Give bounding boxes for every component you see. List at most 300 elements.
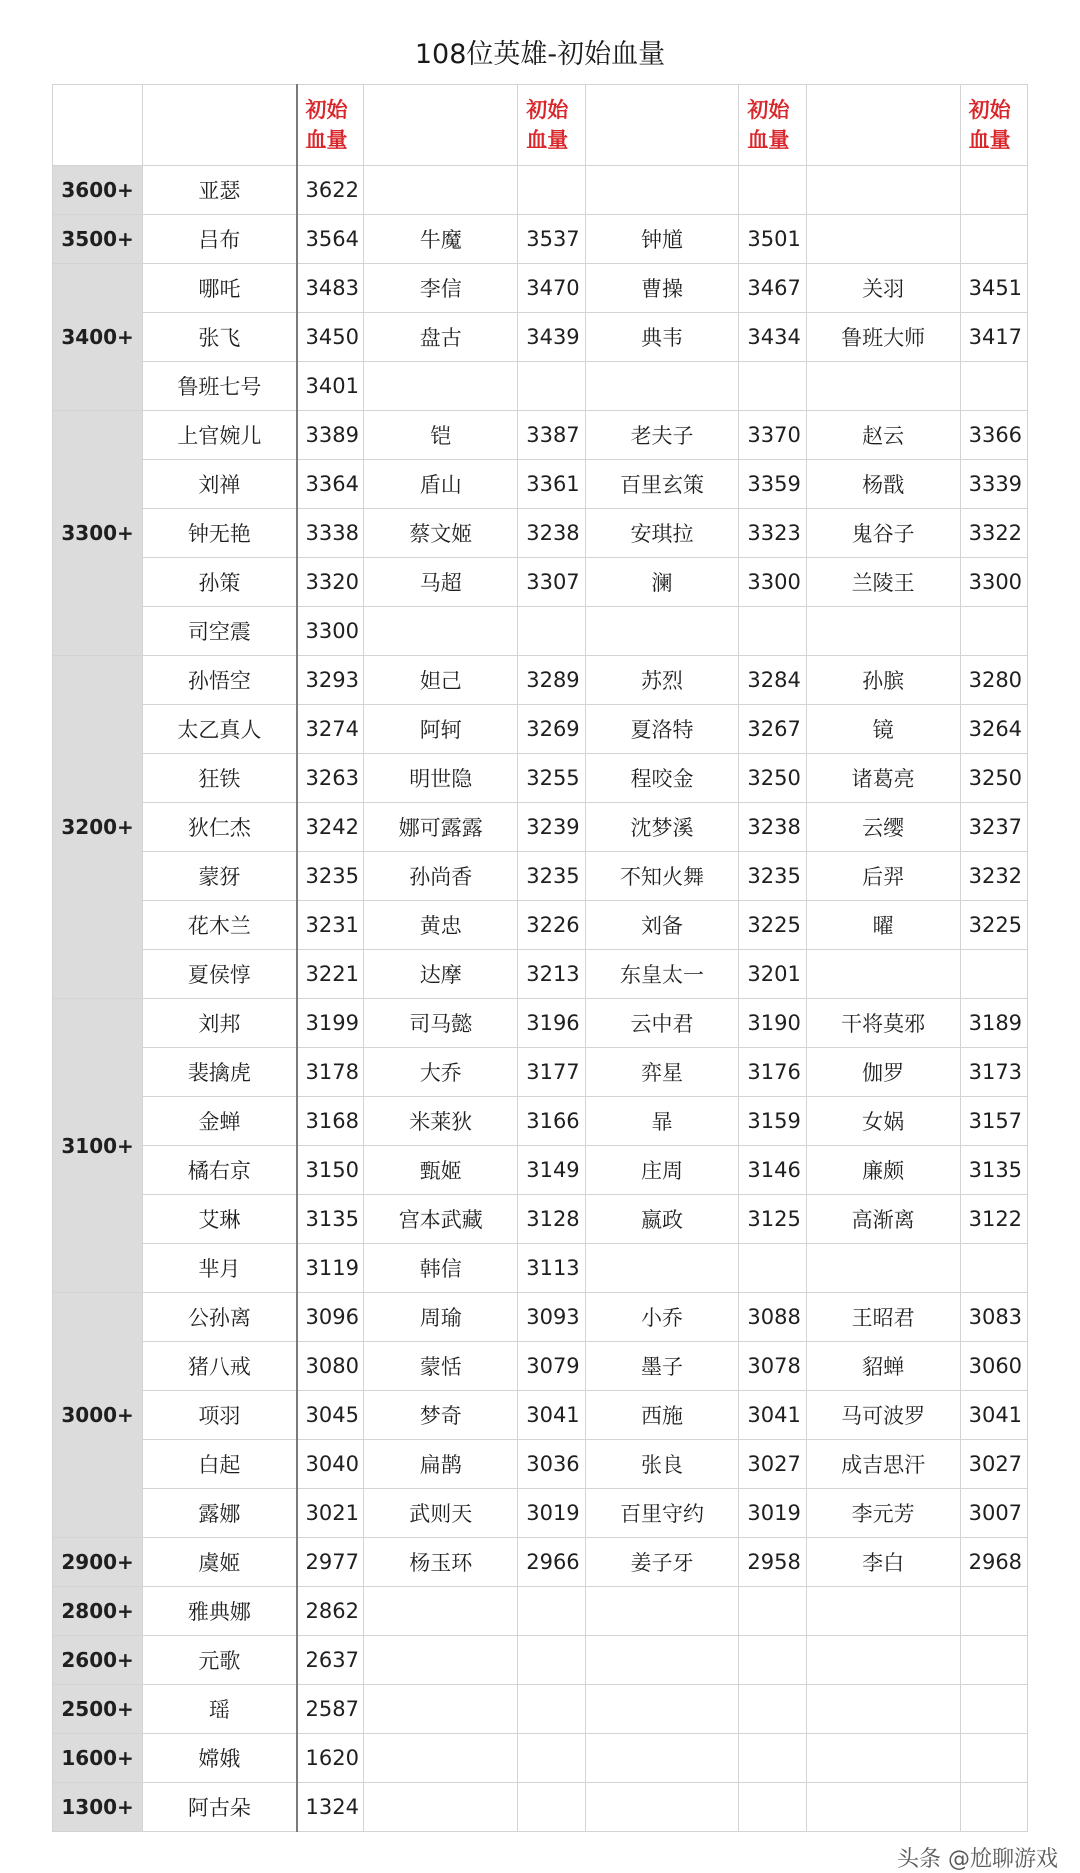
hero-name bbox=[585, 1244, 739, 1293]
hero-name: 蔡文姬 bbox=[364, 509, 518, 558]
hero-hp: 2958 bbox=[739, 1538, 806, 1587]
hero-name: 金蝉 bbox=[143, 1097, 297, 1146]
hero-hp: 3300 bbox=[297, 607, 364, 656]
hero-hp: 3159 bbox=[739, 1097, 806, 1146]
hero-name: 百里玄策 bbox=[585, 460, 739, 509]
hero-hp bbox=[739, 1587, 806, 1636]
hero-name: 安琪拉 bbox=[585, 509, 739, 558]
header-row bbox=[53, 85, 1028, 166]
hero-hp: 3135 bbox=[297, 1195, 364, 1244]
hero-name: 曜 bbox=[806, 901, 960, 950]
hero-name: 黄忠 bbox=[364, 901, 518, 950]
hero-name: 兰陵王 bbox=[806, 558, 960, 607]
hero-hp bbox=[518, 166, 585, 215]
hero-name bbox=[585, 1783, 739, 1832]
hero-name: 钟馗 bbox=[585, 215, 739, 264]
hero-hp: 3041 bbox=[960, 1391, 1027, 1440]
hero-name: 西施 bbox=[585, 1391, 739, 1440]
hero-name: 太乙真人 bbox=[143, 705, 297, 754]
hero-hp bbox=[960, 950, 1027, 999]
hero-name: 伽罗 bbox=[806, 1048, 960, 1097]
hero-hp bbox=[960, 1734, 1027, 1783]
hero-name: 墨子 bbox=[585, 1342, 739, 1391]
hero-name: 高渐离 bbox=[806, 1195, 960, 1244]
hero-name: 刘禅 bbox=[143, 460, 297, 509]
hp-group-label: 2900+ bbox=[53, 1538, 143, 1587]
hero-name: 典韦 bbox=[585, 313, 739, 362]
hero-hp bbox=[960, 362, 1027, 411]
hero-name: 元歌 bbox=[143, 1636, 297, 1685]
hero-name bbox=[364, 1685, 518, 1734]
hero-name: 狄仁杰 bbox=[143, 803, 297, 852]
hero-name: 刘备 bbox=[585, 901, 739, 950]
table-row bbox=[53, 264, 1028, 313]
hero-hp: 3083 bbox=[960, 1293, 1027, 1342]
hero-hp: 3041 bbox=[739, 1391, 806, 1440]
hero-hp: 3320 bbox=[297, 558, 364, 607]
hero-name: 瑶 bbox=[143, 1685, 297, 1734]
hero-name: 小乔 bbox=[585, 1293, 739, 1342]
hero-name: 牛魔 bbox=[364, 215, 518, 264]
hero-name: 盾山 bbox=[364, 460, 518, 509]
hero-name: 程咬金 bbox=[585, 754, 739, 803]
hero-hp: 3135 bbox=[960, 1146, 1027, 1195]
hero-name: 狂铁 bbox=[143, 754, 297, 803]
hero-name: 老夫子 bbox=[585, 411, 739, 460]
hero-name: 阿轲 bbox=[364, 705, 518, 754]
hp-header: 初始 血量 bbox=[518, 85, 585, 166]
hero-name: 孙策 bbox=[143, 558, 297, 607]
hero-hp: 3128 bbox=[518, 1195, 585, 1244]
hero-name bbox=[806, 1783, 960, 1832]
hero-hp: 3027 bbox=[739, 1440, 806, 1489]
hero-name bbox=[585, 1734, 739, 1783]
hero-name: 米莱狄 bbox=[364, 1097, 518, 1146]
hero-hp: 3157 bbox=[960, 1097, 1027, 1146]
hero-name: 夏洛特 bbox=[585, 705, 739, 754]
hero-hp: 2977 bbox=[297, 1538, 364, 1587]
hero-name: 蒙犽 bbox=[143, 852, 297, 901]
hero-name: 诸葛亮 bbox=[806, 754, 960, 803]
hero-hp: 2637 bbox=[297, 1636, 364, 1685]
hero-name: 关羽 bbox=[806, 264, 960, 313]
hero-hp: 2968 bbox=[960, 1538, 1027, 1587]
hero-hp bbox=[960, 166, 1027, 215]
table-row bbox=[53, 607, 1028, 656]
hero-name: 白起 bbox=[143, 1440, 297, 1489]
hero-hp: 3237 bbox=[960, 803, 1027, 852]
hero-hp bbox=[518, 1587, 585, 1636]
table-row bbox=[53, 1685, 1028, 1734]
hero-name bbox=[364, 166, 518, 215]
table-row bbox=[53, 656, 1028, 705]
table-row bbox=[53, 362, 1028, 411]
hero-name: 王昭君 bbox=[806, 1293, 960, 1342]
hero-hp: 3149 bbox=[518, 1146, 585, 1195]
page-title: 108位英雄-初始血量 bbox=[414, 39, 666, 70]
hero-name: 盘古 bbox=[364, 313, 518, 362]
hero-name: 艾琳 bbox=[143, 1195, 297, 1244]
hero-name: 韩信 bbox=[364, 1244, 518, 1293]
hp-table bbox=[52, 84, 1028, 1832]
hero-hp: 3280 bbox=[960, 656, 1027, 705]
hero-hp: 3401 bbox=[297, 362, 364, 411]
hero-name bbox=[364, 1783, 518, 1832]
hero-name: 鬼谷子 bbox=[806, 509, 960, 558]
hero-name: 钟无艳 bbox=[143, 509, 297, 558]
hero-hp: 3190 bbox=[739, 999, 806, 1048]
hero-hp: 3019 bbox=[739, 1489, 806, 1538]
hero-name: 猪八戒 bbox=[143, 1342, 297, 1391]
table-row bbox=[53, 1391, 1028, 1440]
hero-hp: 3622 bbox=[297, 166, 364, 215]
hero-name: 赵云 bbox=[806, 411, 960, 460]
table-row bbox=[53, 1636, 1028, 1685]
table-row bbox=[53, 313, 1028, 362]
hero-name bbox=[585, 607, 739, 656]
hero-name bbox=[806, 362, 960, 411]
hero-hp: 3168 bbox=[297, 1097, 364, 1146]
hero-hp: 3293 bbox=[297, 656, 364, 705]
hero-name: 庄周 bbox=[585, 1146, 739, 1195]
hp-header: 初始 血量 bbox=[960, 85, 1027, 166]
hero-hp: 3264 bbox=[960, 705, 1027, 754]
hero-hp: 3361 bbox=[518, 460, 585, 509]
hero-hp: 3450 bbox=[297, 313, 364, 362]
hero-hp: 3007 bbox=[960, 1489, 1027, 1538]
hp-group-label: 3200+ bbox=[53, 656, 143, 999]
hero-hp bbox=[518, 1685, 585, 1734]
header-blank bbox=[585, 85, 739, 166]
hero-hp: 3060 bbox=[960, 1342, 1027, 1391]
hero-hp: 3307 bbox=[518, 558, 585, 607]
table-row bbox=[53, 754, 1028, 803]
hero-hp bbox=[960, 607, 1027, 656]
hero-hp: 3263 bbox=[297, 754, 364, 803]
table-row bbox=[53, 1342, 1028, 1391]
hero-name: 露娜 bbox=[143, 1489, 297, 1538]
hero-hp: 3300 bbox=[960, 558, 1027, 607]
hero-hp: 3150 bbox=[297, 1146, 364, 1195]
hero-name: 上官婉儿 bbox=[143, 411, 297, 460]
hero-name: 嬴政 bbox=[585, 1195, 739, 1244]
hero-name: 阿古朵 bbox=[143, 1783, 297, 1832]
hero-hp bbox=[960, 1587, 1027, 1636]
table-row bbox=[53, 999, 1028, 1048]
hero-hp: 1324 bbox=[297, 1783, 364, 1832]
hero-name: 马超 bbox=[364, 558, 518, 607]
hero-hp bbox=[739, 166, 806, 215]
hero-hp bbox=[960, 1636, 1027, 1685]
hero-name: 雅典娜 bbox=[143, 1587, 297, 1636]
hero-name bbox=[806, 607, 960, 656]
hp-group-label: 3600+ bbox=[53, 166, 143, 215]
hero-hp: 3196 bbox=[518, 999, 585, 1048]
hero-hp: 3366 bbox=[960, 411, 1027, 460]
hp-group-label: 1300+ bbox=[53, 1783, 143, 1832]
hero-hp: 3417 bbox=[960, 313, 1027, 362]
hero-hp: 2966 bbox=[518, 1538, 585, 1587]
hero-name bbox=[585, 1587, 739, 1636]
hero-hp: 3322 bbox=[960, 509, 1027, 558]
hero-hp: 3093 bbox=[518, 1293, 585, 1342]
hero-hp: 3027 bbox=[960, 1440, 1027, 1489]
hero-name bbox=[364, 607, 518, 656]
watermark: 头条 @尬聊游戏 bbox=[897, 1847, 1058, 1872]
hero-name: 嫦娥 bbox=[143, 1734, 297, 1783]
hero-hp: 3080 bbox=[297, 1342, 364, 1391]
hero-name: 不知火舞 bbox=[585, 852, 739, 901]
hero-name: 虞姬 bbox=[143, 1538, 297, 1587]
hero-hp: 3221 bbox=[297, 950, 364, 999]
hero-name bbox=[806, 1685, 960, 1734]
hero-name: 甄姬 bbox=[364, 1146, 518, 1195]
table-row bbox=[53, 1097, 1028, 1146]
hero-hp: 3537 bbox=[518, 215, 585, 264]
hero-hp: 3173 bbox=[960, 1048, 1027, 1097]
hero-name: 蒙恬 bbox=[364, 1342, 518, 1391]
hero-hp: 3250 bbox=[960, 754, 1027, 803]
table-row bbox=[53, 901, 1028, 950]
hero-name bbox=[364, 1734, 518, 1783]
table-row bbox=[53, 1783, 1028, 1832]
hero-hp: 3096 bbox=[297, 1293, 364, 1342]
hero-name: 李白 bbox=[806, 1538, 960, 1587]
hero-hp bbox=[960, 215, 1027, 264]
hero-hp: 3323 bbox=[739, 509, 806, 558]
table-row bbox=[53, 166, 1028, 215]
hero-name: 明世隐 bbox=[364, 754, 518, 803]
hero-name: 成吉思汗 bbox=[806, 1440, 960, 1489]
header-blank bbox=[53, 85, 143, 166]
hero-hp: 3235 bbox=[297, 852, 364, 901]
hero-name: 娜可露露 bbox=[364, 803, 518, 852]
hero-hp: 3213 bbox=[518, 950, 585, 999]
hero-hp: 3231 bbox=[297, 901, 364, 950]
hero-name: 周瑜 bbox=[364, 1293, 518, 1342]
hero-hp: 3338 bbox=[297, 509, 364, 558]
hero-hp bbox=[518, 607, 585, 656]
hero-hp: 3235 bbox=[518, 852, 585, 901]
hero-hp: 3239 bbox=[518, 803, 585, 852]
hero-name: 暃 bbox=[585, 1097, 739, 1146]
hero-hp: 3267 bbox=[739, 705, 806, 754]
hero-hp: 3019 bbox=[518, 1489, 585, 1538]
hero-hp: 3434 bbox=[739, 313, 806, 362]
hero-name: 裴擒虎 bbox=[143, 1048, 297, 1097]
hero-hp bbox=[960, 1685, 1027, 1734]
hero-hp: 3300 bbox=[739, 558, 806, 607]
hero-name: 李元芳 bbox=[806, 1489, 960, 1538]
hp-group-label: 1600+ bbox=[53, 1734, 143, 1783]
hero-name: 公孙离 bbox=[143, 1293, 297, 1342]
hero-hp: 3225 bbox=[960, 901, 1027, 950]
hero-name bbox=[585, 362, 739, 411]
table-row bbox=[53, 1048, 1028, 1097]
table-row bbox=[53, 215, 1028, 264]
hero-hp: 3040 bbox=[297, 1440, 364, 1489]
hero-hp: 3387 bbox=[518, 411, 585, 460]
table-row bbox=[53, 950, 1028, 999]
hero-name: 鲁班七号 bbox=[143, 362, 297, 411]
hero-hp: 3501 bbox=[739, 215, 806, 264]
hero-name: 亚瑟 bbox=[143, 166, 297, 215]
hero-hp: 3370 bbox=[739, 411, 806, 460]
hero-name: 刘邦 bbox=[143, 999, 297, 1048]
hero-name: 弈星 bbox=[585, 1048, 739, 1097]
hero-hp: 3177 bbox=[518, 1048, 585, 1097]
hero-name: 张良 bbox=[585, 1440, 739, 1489]
hp-group-label: 2800+ bbox=[53, 1587, 143, 1636]
hero-hp: 3122 bbox=[960, 1195, 1027, 1244]
hero-hp: 2862 bbox=[297, 1587, 364, 1636]
hero-hp bbox=[739, 1685, 806, 1734]
hero-hp bbox=[518, 1636, 585, 1685]
table-row bbox=[53, 1734, 1028, 1783]
hero-hp: 3451 bbox=[960, 264, 1027, 313]
hp-group-label: 3000+ bbox=[53, 1293, 143, 1538]
hp-group-label: 3400+ bbox=[53, 264, 143, 411]
hero-name: 沈梦溪 bbox=[585, 803, 739, 852]
hero-name: 马可波罗 bbox=[806, 1391, 960, 1440]
hero-hp bbox=[960, 1783, 1027, 1832]
hero-name: 孙悟空 bbox=[143, 656, 297, 705]
table-row bbox=[53, 1489, 1028, 1538]
hero-name: 孙膑 bbox=[806, 656, 960, 705]
hero-hp: 3225 bbox=[739, 901, 806, 950]
hero-name: 鲁班大师 bbox=[806, 313, 960, 362]
hero-hp: 3364 bbox=[297, 460, 364, 509]
hero-name: 苏烈 bbox=[585, 656, 739, 705]
hero-name: 云中君 bbox=[585, 999, 739, 1048]
hero-hp: 3201 bbox=[739, 950, 806, 999]
hero-name bbox=[364, 1636, 518, 1685]
hero-hp: 3359 bbox=[739, 460, 806, 509]
table-row bbox=[53, 803, 1028, 852]
hero-name: 橘右京 bbox=[143, 1146, 297, 1195]
hero-name bbox=[364, 1587, 518, 1636]
hero-name: 扁鹊 bbox=[364, 1440, 518, 1489]
hero-name: 花木兰 bbox=[143, 901, 297, 950]
hero-hp: 3176 bbox=[739, 1048, 806, 1097]
hero-hp: 3226 bbox=[518, 901, 585, 950]
hero-name bbox=[806, 215, 960, 264]
hero-hp: 3113 bbox=[518, 1244, 585, 1293]
hero-hp: 3235 bbox=[739, 852, 806, 901]
hp-group-label: 3100+ bbox=[53, 999, 143, 1293]
hero-hp bbox=[739, 607, 806, 656]
hero-name: 后羿 bbox=[806, 852, 960, 901]
hero-name: 铠 bbox=[364, 411, 518, 460]
hero-name: 武则天 bbox=[364, 1489, 518, 1538]
hero-hp bbox=[739, 1636, 806, 1685]
hp-header: 初始 血量 bbox=[739, 85, 806, 166]
hero-hp: 3189 bbox=[960, 999, 1027, 1048]
hero-hp: 3289 bbox=[518, 656, 585, 705]
hero-name: 宫本武藏 bbox=[364, 1195, 518, 1244]
hero-hp: 3088 bbox=[739, 1293, 806, 1342]
hero-name: 张飞 bbox=[143, 313, 297, 362]
hero-hp: 3021 bbox=[297, 1489, 364, 1538]
hero-name: 貂蝉 bbox=[806, 1342, 960, 1391]
hero-name: 澜 bbox=[585, 558, 739, 607]
hp-group-label: 3300+ bbox=[53, 411, 143, 656]
hp-group-label: 2600+ bbox=[53, 1636, 143, 1685]
hero-name bbox=[806, 166, 960, 215]
hero-name: 东皇太一 bbox=[585, 950, 739, 999]
table-row bbox=[53, 852, 1028, 901]
hero-name bbox=[806, 1636, 960, 1685]
hero-hp: 3242 bbox=[297, 803, 364, 852]
table-row bbox=[53, 1587, 1028, 1636]
hero-hp: 3339 bbox=[960, 460, 1027, 509]
hero-hp: 2587 bbox=[297, 1685, 364, 1734]
hero-hp: 3483 bbox=[297, 264, 364, 313]
hero-hp: 3238 bbox=[518, 509, 585, 558]
hero-hp bbox=[960, 1244, 1027, 1293]
hero-hp: 3467 bbox=[739, 264, 806, 313]
hero-name: 梦奇 bbox=[364, 1391, 518, 1440]
hero-name: 达摩 bbox=[364, 950, 518, 999]
hero-hp bbox=[739, 362, 806, 411]
hero-name: 女娲 bbox=[806, 1097, 960, 1146]
table-row bbox=[53, 460, 1028, 509]
hero-name: 大乔 bbox=[364, 1048, 518, 1097]
table-row bbox=[53, 558, 1028, 607]
hero-hp: 3199 bbox=[297, 999, 364, 1048]
table-row bbox=[53, 1538, 1028, 1587]
table-row bbox=[53, 509, 1028, 558]
hero-hp: 3250 bbox=[739, 754, 806, 803]
hero-name bbox=[585, 166, 739, 215]
hp-group-label: 2500+ bbox=[53, 1685, 143, 1734]
hero-name: 百里守约 bbox=[585, 1489, 739, 1538]
hero-hp: 3045 bbox=[297, 1391, 364, 1440]
hp-group-label: 3500+ bbox=[53, 215, 143, 264]
hero-hp: 3564 bbox=[297, 215, 364, 264]
hero-hp bbox=[739, 1244, 806, 1293]
hero-name: 项羽 bbox=[143, 1391, 297, 1440]
hero-hp bbox=[739, 1734, 806, 1783]
hero-name: 干将莫邪 bbox=[806, 999, 960, 1048]
hp-header: 初始 血量 bbox=[297, 85, 364, 166]
table-row bbox=[53, 1244, 1028, 1293]
hero-name: 廉颇 bbox=[806, 1146, 960, 1195]
hero-name: 杨玉环 bbox=[364, 1538, 518, 1587]
hero-name: 孙尚香 bbox=[364, 852, 518, 901]
hero-hp: 3166 bbox=[518, 1097, 585, 1146]
hero-hp: 3078 bbox=[739, 1342, 806, 1391]
hero-name bbox=[806, 1734, 960, 1783]
hero-name: 李信 bbox=[364, 264, 518, 313]
hero-hp: 3284 bbox=[739, 656, 806, 705]
hero-hp bbox=[518, 1734, 585, 1783]
hero-name: 司马懿 bbox=[364, 999, 518, 1048]
hero-name bbox=[364, 362, 518, 411]
hero-name bbox=[585, 1685, 739, 1734]
hero-hp: 3036 bbox=[518, 1440, 585, 1489]
hero-name: 曹操 bbox=[585, 264, 739, 313]
hero-hp: 3238 bbox=[739, 803, 806, 852]
hero-name bbox=[806, 950, 960, 999]
hero-hp: 3274 bbox=[297, 705, 364, 754]
hero-name: 云缨 bbox=[806, 803, 960, 852]
hero-hp: 3125 bbox=[739, 1195, 806, 1244]
hero-hp: 3146 bbox=[739, 1146, 806, 1195]
table-row bbox=[53, 1293, 1028, 1342]
table-row bbox=[53, 1146, 1028, 1195]
hero-hp bbox=[739, 1783, 806, 1832]
